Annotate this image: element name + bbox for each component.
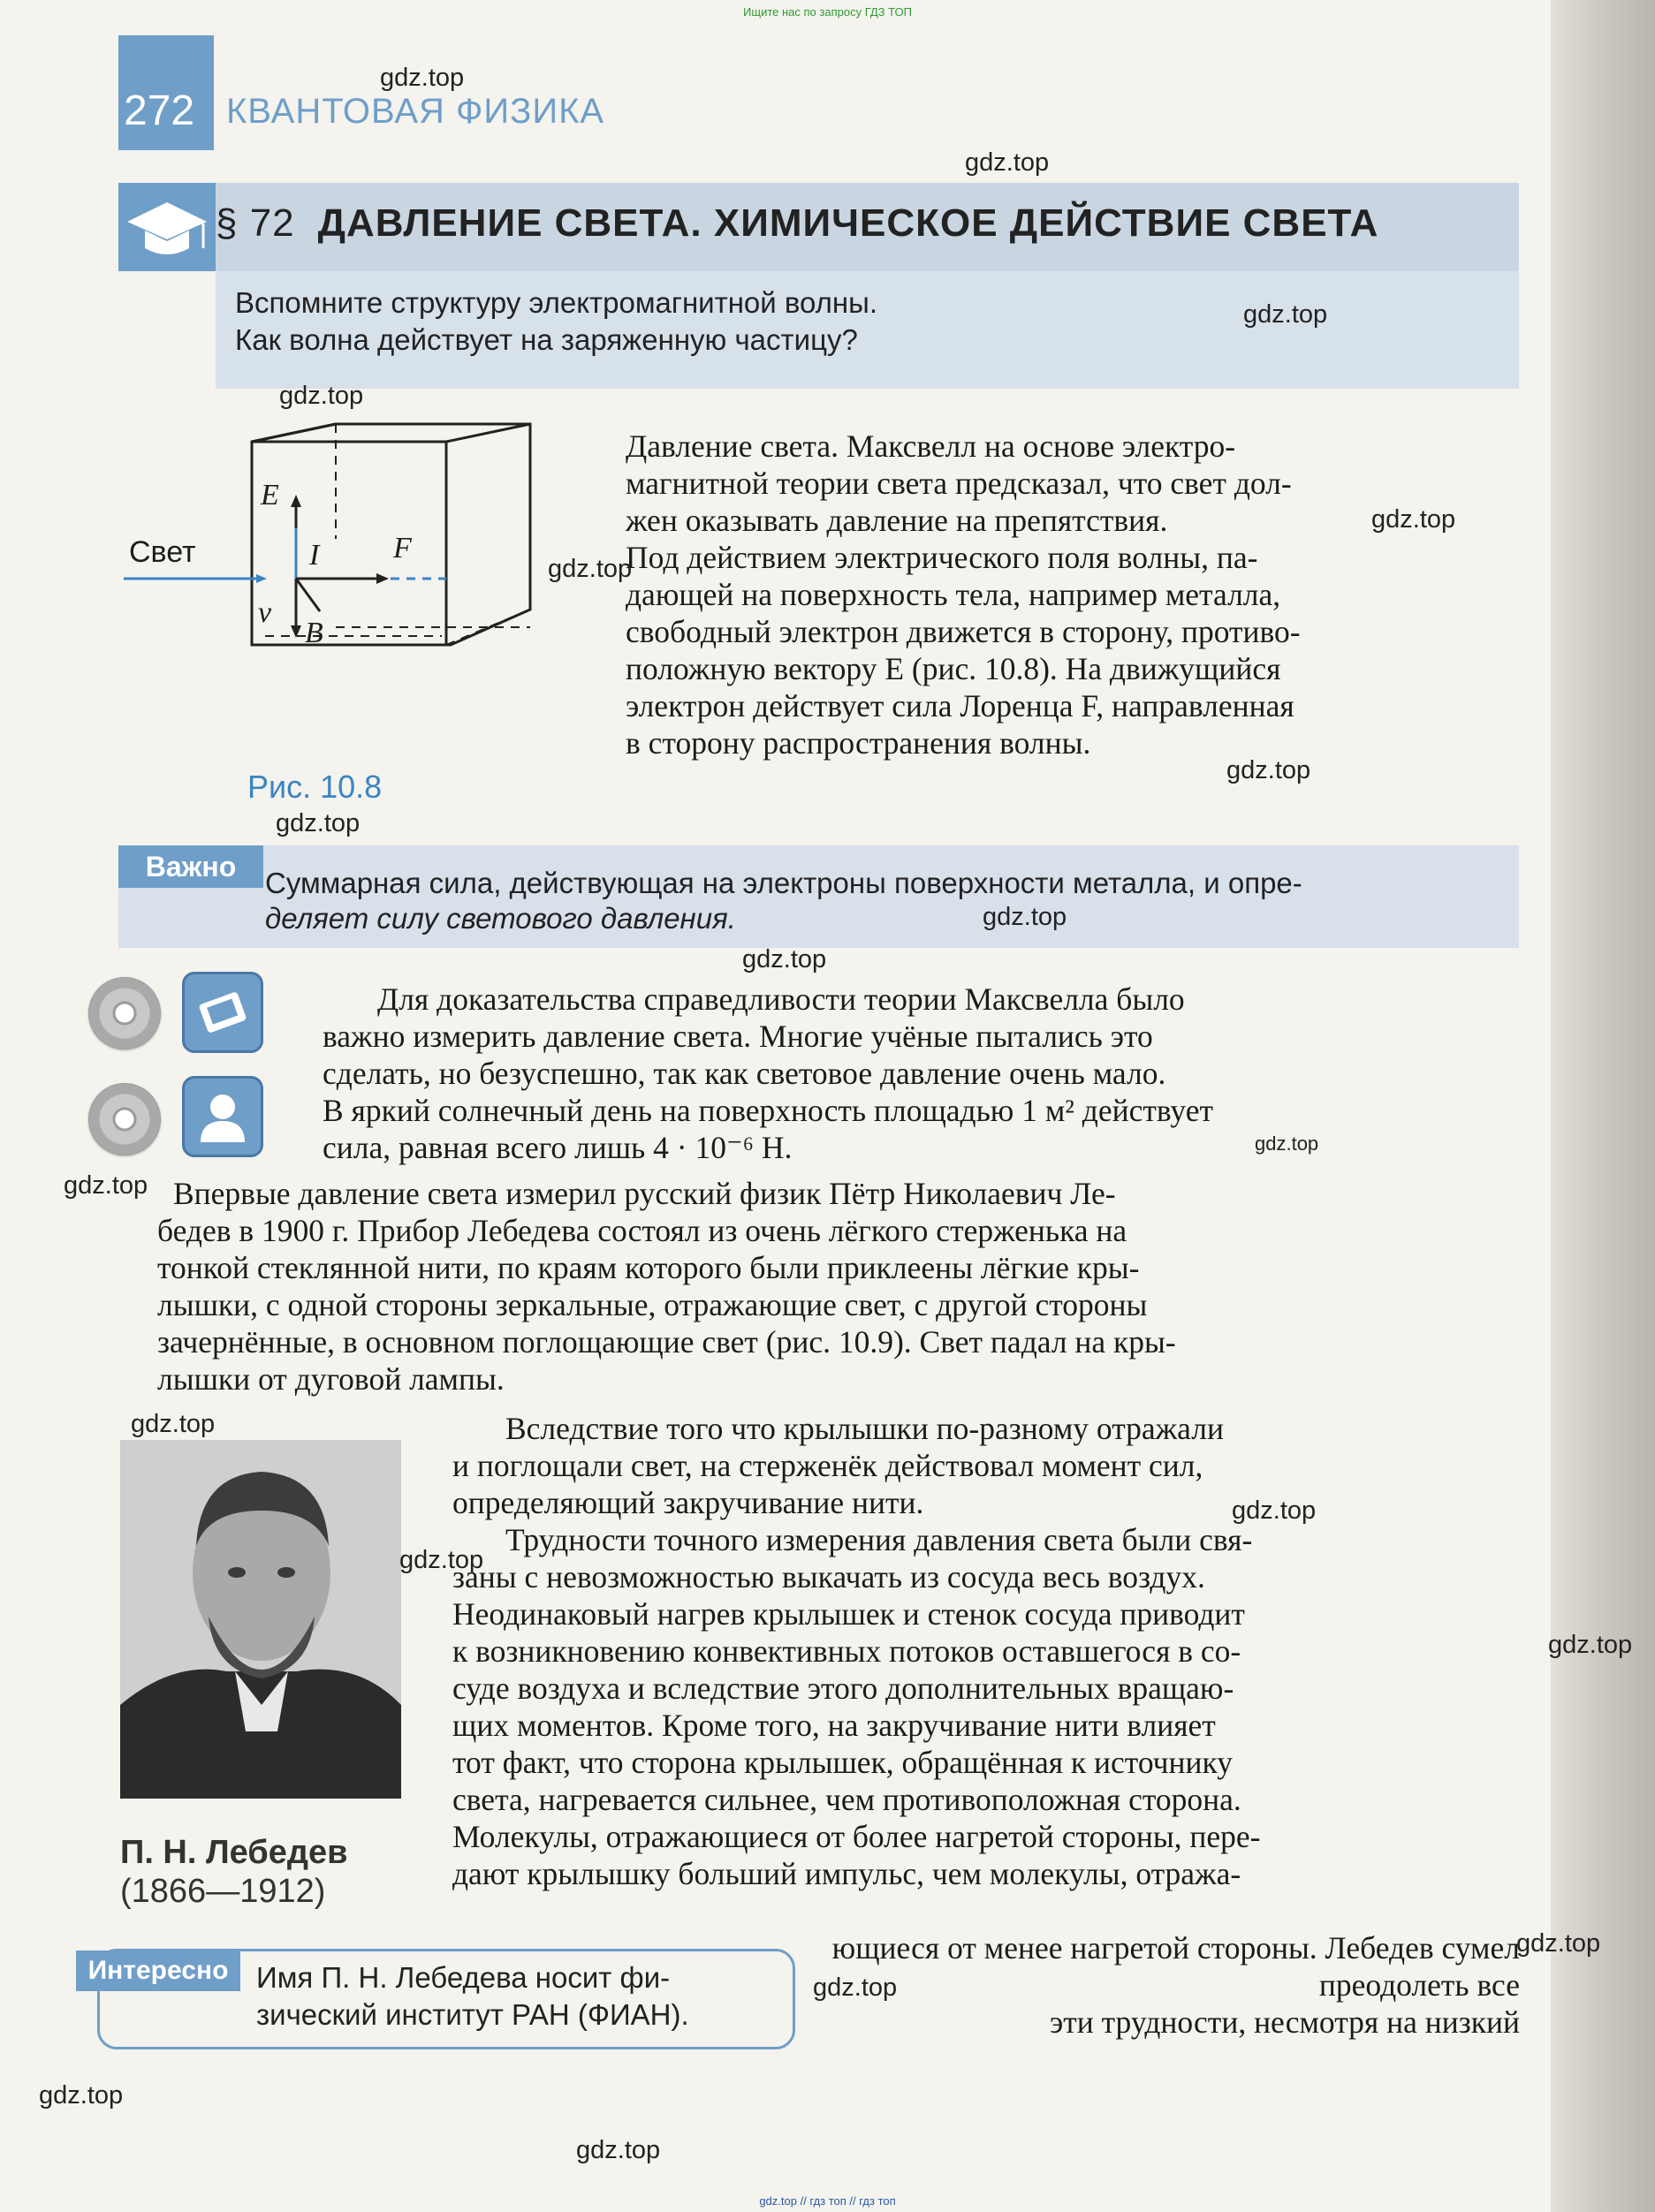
cd-icon bbox=[88, 977, 161, 1049]
intro-line: жен оказывать давление на препятствия. bbox=[626, 503, 1168, 538]
film-icon bbox=[182, 972, 263, 1053]
body-line: Трудности точного измерения давления света были свя- bbox=[505, 1522, 1253, 1557]
bottom-note: gdz.top // гдз топ // гдз топ bbox=[759, 2194, 896, 2208]
figure-label-E: E bbox=[261, 479, 279, 511]
body-line: и поглощали свет, на стерженёк действовал момент сил, bbox=[452, 1448, 1203, 1483]
interesting-line-2: зический институт РАН (ФИАН). bbox=[256, 1998, 689, 2031]
body-line: суде воздуха и вследствие этого дополнительных вращаю- bbox=[452, 1670, 1234, 1706]
body-line: Неодинаковый нагрев крылышек и стенок сосуда приводит bbox=[452, 1596, 1245, 1632]
watermark: gdz.top bbox=[380, 64, 465, 92]
watermark: gdz.top bbox=[64, 1171, 148, 1200]
figure-label-light: Свет bbox=[129, 535, 196, 569]
body-line: дают крылышку больший импульс, чем молекулы, отража- bbox=[452, 1856, 1241, 1891]
body-line: важно измерить давление света. Многие учёные пытались это bbox=[323, 1019, 1153, 1054]
body-line: света, нагревается сильнее, чем противоположная сторона. bbox=[452, 1782, 1241, 1817]
body-line: Молекулы, отражающиеся от более нагретой стороны, пере- bbox=[452, 1819, 1261, 1854]
intro-line: дающей на поверхность тела, например металла, bbox=[626, 577, 1281, 612]
body-line: эти трудности, несмотря на низкий bbox=[1049, 2004, 1520, 2040]
body-line: заны с невозможностью выкачать из сосуда весь воздух. bbox=[452, 1559, 1205, 1595]
intro-line: положную вектору E (рис. 10.8). На движущийся bbox=[626, 651, 1281, 686]
body-line: тот факт, что сторона крылышек, обращённая к источнику bbox=[452, 1745, 1234, 1780]
portrait-years: (1866—1912) bbox=[120, 1873, 326, 1910]
recall-questions bbox=[235, 284, 877, 359]
watermark: gdz.top bbox=[1226, 756, 1311, 784]
important-label: Важно bbox=[118, 845, 263, 888]
recall-line-2: Как волна действует на заряженную частицу? bbox=[235, 323, 858, 356]
interesting-label: Интересно bbox=[76, 1951, 240, 1991]
figure-label-I: I bbox=[309, 539, 320, 572]
watermark: gdz.top bbox=[742, 945, 827, 973]
body-line: щих моментов. Кроме того, на закручивание нити влияет bbox=[452, 1708, 1216, 1743]
watermark: gdz.top bbox=[576, 2136, 661, 2164]
person-icon bbox=[182, 1076, 263, 1157]
page-binding-edge bbox=[1551, 0, 1655, 2212]
body-line: лышки, с одной стороны зеркальные, отражающие свет, с другой стороны bbox=[157, 1287, 1148, 1322]
body-line: определяющий закручивание нити. bbox=[452, 1485, 924, 1520]
watermark: gdz.top bbox=[1371, 505, 1456, 534]
body-line: сила, равная всего лишь 4 · 10⁻⁶ Н. bbox=[323, 1130, 793, 1165]
body-line: Впервые давление света измерил русский физик Пётр Николаевич Ле- bbox=[173, 1176, 1116, 1211]
body-line: сделать, но безуспешно, так как световое давление очень мало. bbox=[323, 1056, 1166, 1091]
body-line: лышки от дуговой лампы. bbox=[157, 1361, 505, 1397]
body-paragraph-2 bbox=[157, 1175, 1520, 1398]
lebedev-portrait bbox=[120, 1440, 401, 1799]
intro-line: в сторону распространения волны. bbox=[626, 725, 1091, 761]
watermark: gdz.top bbox=[1548, 1631, 1633, 1659]
intro-line: Под действием электрического поля волны, па- bbox=[626, 540, 1258, 575]
cd-icon bbox=[88, 1083, 161, 1155]
body-line: ющиеся от менее нагретой стороны. Лебедев сумел преодолеть все bbox=[831, 1930, 1520, 2003]
watermark: gdz.top bbox=[279, 382, 364, 410]
watermark: gdz.top bbox=[131, 1410, 216, 1438]
watermark: gdz.top bbox=[965, 148, 1050, 177]
watermark: gdz.top bbox=[1243, 300, 1328, 329]
body-line: к возникновению конвективных потоков оставшегося в со- bbox=[452, 1633, 1241, 1669]
chapter-title: КВАНТОВАЯ ФИЗИКА bbox=[226, 92, 605, 131]
recall-line-1: Вспомните структуру электромагнитной волны. bbox=[235, 286, 878, 319]
watermark: gdz.top bbox=[548, 555, 633, 583]
graduation-cap-icon bbox=[118, 183, 216, 271]
body-line: тонкой стеклянной нити, по краям которого были приклеены лёгкие кры- bbox=[157, 1250, 1140, 1285]
body-line: зачернённые, в основном поглощающие свет (рис. 10.9). Свет падал на кры- bbox=[157, 1324, 1176, 1360]
section-number: § 72 bbox=[216, 201, 295, 245]
body-line: Вследствие того что крылышки по-разному отражали bbox=[505, 1411, 1224, 1446]
top-note: Ищите нас по запросу ГДЗ ТОП bbox=[743, 5, 912, 19]
body-paragraph-3 bbox=[452, 1410, 1520, 1892]
watermark: gdz.top bbox=[1255, 1133, 1319, 1155]
intro-line: электрон действует сила Лоренца F, направленная bbox=[626, 688, 1294, 723]
watermark: gdz.top bbox=[1516, 1929, 1601, 1958]
interesting-text bbox=[256, 1959, 786, 2034]
body-line: бедев в 1900 г. Прибор Лебедева состоял из очень лёгкого стерженька на bbox=[157, 1213, 1127, 1248]
watermark: gdz.top bbox=[983, 903, 1067, 931]
watermark: gdz.top bbox=[1232, 1496, 1317, 1525]
figure-caption: Рис. 10.8 bbox=[247, 769, 383, 805]
section-heading: ДАВЛЕНИЕ СВЕТА. ХИМИЧЕСКОЕ ДЕЙСТВИЕ СВЕТА bbox=[317, 201, 1379, 245]
watermark: gdz.top bbox=[39, 2081, 124, 2110]
important-text bbox=[265, 866, 1511, 936]
portrait-name: П. Н. Лебедев bbox=[120, 1834, 348, 1871]
body-paragraph-1 bbox=[323, 981, 1520, 1166]
body-line: В яркий солнечный день на поверхность площадью 1 м² действует bbox=[323, 1093, 1213, 1128]
figure-label-v: v bbox=[258, 596, 272, 629]
important-line-2: деляет силу светового давления. bbox=[265, 902, 736, 935]
intro-line: магнитной теории света предсказал, что свет дол- bbox=[626, 466, 1292, 501]
page-number: 272 bbox=[124, 87, 195, 134]
watermark: gdz.top bbox=[813, 1973, 898, 2002]
figure-label-B: B bbox=[305, 617, 323, 649]
intro-paragraph bbox=[626, 428, 1520, 761]
watermark: gdz.top bbox=[276, 809, 361, 837]
interesting-line-1: Имя П. Н. Лебедева носит фи- bbox=[256, 1961, 671, 1994]
intro-line: свободный электрон движется в сторону, противо- bbox=[626, 614, 1301, 649]
important-line-1: Суммарная сила, действующая на электроны поверхности металла, и опре- bbox=[265, 867, 1302, 899]
intro-line: Давление света. Максвелл на основе электро- bbox=[626, 428, 1236, 464]
section-title bbox=[216, 201, 1378, 246]
figure-label-F: F bbox=[393, 532, 412, 564]
body-line: Для доказательства справедливости теории Максвелла было bbox=[377, 981, 1185, 1017]
watermark: gdz.top bbox=[399, 1546, 484, 1574]
